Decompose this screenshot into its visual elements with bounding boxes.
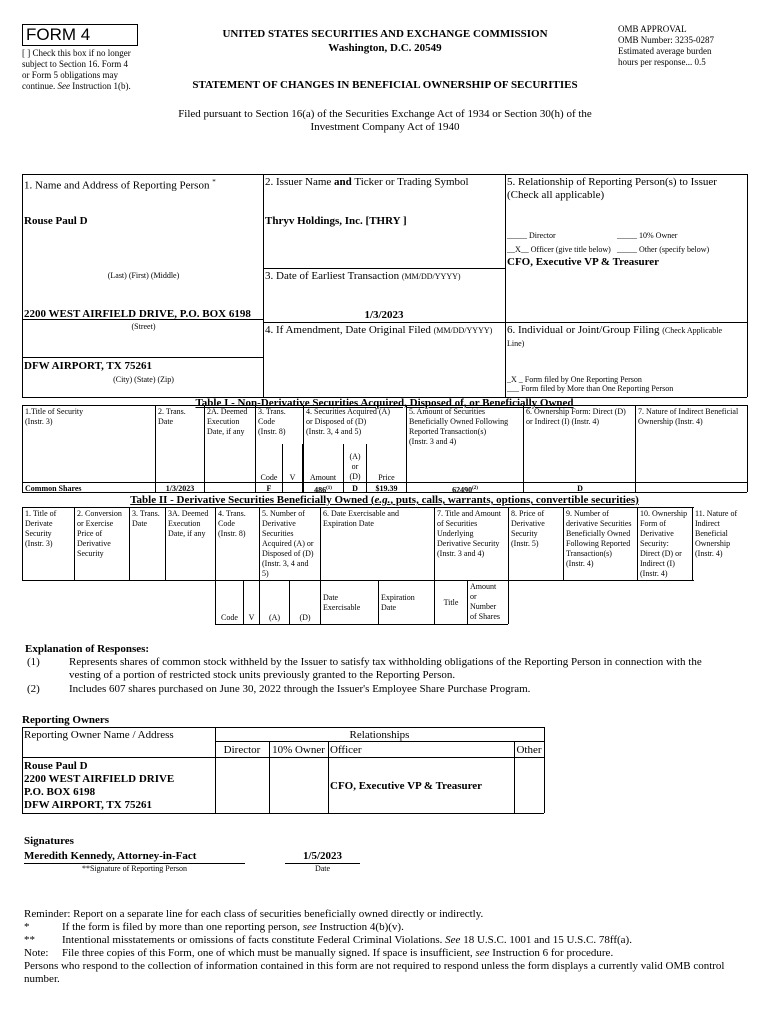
reminder-note-mark: Note: xyxy=(24,947,49,959)
t1-h2a: 2A. Deemed Execution Date, if any xyxy=(207,407,248,436)
t1-row-date: 1/3/2023 xyxy=(165,484,195,493)
t2-h10: 10. Ownership Form of Derivative Security: Direct (D) or Indirect (I) (Instr. 4) xyxy=(640,509,688,578)
signature-name: Meredith Kennedy, Attorney-in-Fact xyxy=(24,850,197,862)
officer-title: CFO, Executive VP & Treasurer xyxy=(507,256,660,268)
owners-col-name: Reporting Owner Name / Address xyxy=(24,729,174,741)
t2-h1: 1. Title of Derivate Security (Instr. 3) xyxy=(25,509,57,548)
statement-title: STATEMENT OF CHANGES IN BENEFICIAL OWNERSHIP OF SECURITIES xyxy=(192,79,578,91)
owners-col-relationships: Relationships xyxy=(349,729,410,741)
t2-sub-v: V xyxy=(248,613,255,622)
t1-sub-ad: (A) or (D) xyxy=(349,452,361,481)
t1-h3: 3. Trans. Code (Instr. 8) xyxy=(258,407,286,436)
owners-col-director: Director xyxy=(223,744,261,756)
owners-col-officer: Officer xyxy=(330,744,362,756)
t1-h5: 5. Amount of Securities Beneficially Owned Following Reported Transaction(s) (Instr. 3 and 4) xyxy=(409,407,509,446)
owners-title: Reporting Owners xyxy=(22,714,110,726)
issuer-name: Thryv Holdings, Inc. [THRY ] xyxy=(265,215,407,227)
t2-sub-date-ex: Date Exercisable xyxy=(323,593,361,612)
t1-row-owned: 62490$^{(2)}$ xyxy=(452,485,478,495)
t2-h3: 3. Trans. Date xyxy=(132,509,160,528)
reminder-persons: Persons who respond to the collection of information contained in this form are not required to respond unless the form displays a currently valid OMB control number. xyxy=(24,960,725,985)
box2-label: 2. Issuer Name and Ticker or Trading Symbol xyxy=(265,176,469,188)
reporting-person-name: Rouse Paul D xyxy=(24,215,88,227)
table1-title: Table I - Non-Derivative Securities Acquired, Disposed of, or Beneficially Owned xyxy=(195,397,574,409)
city-caption: (City) (State) (Zip) xyxy=(113,375,174,384)
form-title: FORM 4 xyxy=(26,25,91,44)
reminder-star2-text: Intentional misstatements or omissions of facts constitute Federal Criminal Violations. See 18 U.S.C. 1001 and 15 U.S.C. 78ff(a). xyxy=(62,934,632,946)
ten-pct-owner-checkbox[interactable]: _____ 10% Owner xyxy=(617,231,678,240)
date-caption: Date xyxy=(314,864,331,873)
t1-row-ad: D xyxy=(352,484,358,493)
t2-h8: 8. Price of Derivative Security (Instr. 5) xyxy=(511,509,545,548)
reminder-star2-mark: ** xyxy=(24,934,35,946)
agency-location: Washington, D.C. 20549 xyxy=(328,42,442,54)
t2-h7: 7. Title and Amount of Securities Underlying Derivative Security (Instr. 3 and 4) xyxy=(437,509,502,558)
owner-officer-title: CFO, Executive VP & Treasurer xyxy=(330,780,483,792)
t1-h7: 7. Nature of Indirect Beneficial Ownership (Instr. 4) xyxy=(638,407,739,426)
signature-date: 1/5/2023 xyxy=(302,850,343,862)
t2-sub-amount: Amount or Number of Shares xyxy=(470,582,500,621)
explanation-1-text: Represents shares of common stock withheld by the Issuer to satisfy tax withholding obligations of the Reporting Person in connection with the vesting of a portion of restricted stock units previously granted to the Reporting Person. xyxy=(69,656,702,681)
t2-h4: 4. Trans. Code (Instr. 8) xyxy=(218,509,246,538)
explanation-title: Explanation of Responses: xyxy=(25,643,150,655)
owners-col-other: Other xyxy=(516,744,542,756)
t2-sub-exp: Expiration Date xyxy=(381,593,415,612)
t1-sub-code: Code xyxy=(260,473,278,482)
explanation-2-text: Includes 607 shares purchased on June 30, 2022 through the Issuer's Employee Share Purchase Program. xyxy=(69,683,531,695)
t2-sub-code: Code xyxy=(221,613,238,622)
t1-sub-price: Price xyxy=(378,473,395,482)
box4-label: 4. If Amendment, Date Original Filed (MM/DD/YYYY) xyxy=(265,324,493,336)
reminder-line: Reminder: Report on a separate line for each class of securities beneficially owned directly or indirectly. xyxy=(24,908,484,920)
t1-row-price: $19.39 xyxy=(375,484,398,493)
explanation-2-num: (2) xyxy=(27,683,40,695)
t1-h2: 2. Trans. Date xyxy=(158,407,186,426)
t2-sub-a: (A) xyxy=(268,613,281,622)
box6-label: 6. Individual or Joint/Group Filing (Check Applicable Line) xyxy=(507,324,722,348)
signatures-title: Signatures xyxy=(24,835,74,847)
other-checkbox[interactable]: _____ Other (specify below) xyxy=(617,245,710,254)
t2-sub-d: (D) xyxy=(299,613,311,622)
t1-sub-v: V xyxy=(289,473,296,482)
director-checkbox[interactable]: _____ Director xyxy=(507,231,556,240)
t2-sub-title: Title xyxy=(443,598,459,607)
filing-option-one[interactable]: _X _ Form filed by One Reporting Person xyxy=(507,375,642,384)
t2-h6: 6. Date Exercisable and Expiration Date xyxy=(323,509,399,528)
signature-caption: **Signature of Reporting Person xyxy=(81,864,188,873)
reminder-star1-mark: * xyxy=(24,921,30,933)
box3-label: 3. Date of Earliest Transaction (MM/DD/YYYY) xyxy=(265,270,461,282)
omb-approval: OMB APPROVAL OMB Number: 3235-0287 Estimated average burden hours per response... 0.5 xyxy=(618,24,714,67)
t2-h3a: 3A. Deemed Execution Date, if any xyxy=(168,509,209,538)
owner-address: Rouse Paul D 2200 WEST AIRFIELD DRIVE P.O. BOX 6198 DFW AIRPORT, TX 75261 xyxy=(24,760,175,811)
filed-pursuant: Filed pursuant to Section 16(a) of the Securities Exchange Act of 1934 or Section 30(h) of the Investment Company Act of 1940 xyxy=(178,108,592,133)
table2-title: Table II - Derivative Securities Beneficially Owned (e.g., puts, calls, warrants, options, convertible securities) xyxy=(130,494,639,506)
t2-h2: 2. Conversion or Exercise Price of Derivative Security xyxy=(77,509,122,558)
officer-checkbox[interactable]: __X__ Officer (give title below) xyxy=(507,245,611,254)
t1-h1: 1.Title of Security (Instr. 3) xyxy=(25,407,84,426)
t2-h9: 9. Number of derivative Securities Beneficially Owned Following Reported Transaction(s) (Instr. 4) xyxy=(566,509,632,568)
t1-h4: 4. Securities Acquired (A) or Disposed of (D) (Instr. 3, 4 and 5) xyxy=(306,407,390,436)
t1-sub-amount: Amount xyxy=(309,473,337,482)
name-caption: (Last) (First) (Middle) xyxy=(107,271,180,280)
reporting-person-city: DFW AIRPORT, TX 75261 xyxy=(24,360,152,372)
reporting-person-street: 2200 WEST AIRFIELD DRIVE, P.O. BOX 6198 xyxy=(24,308,251,320)
t1-h6: 6. Ownership Form: Direct (D) or Indirect (I) (Instr. 4) xyxy=(526,407,626,426)
box1-label: 1. Name and Address of Reporting Person * xyxy=(24,178,216,192)
t2-h11: 11. Nature of Indirect Beneficial Ownership (Instr. 4) xyxy=(695,509,738,558)
t1-row-title: Common Shares xyxy=(25,484,82,493)
explanation-1-num: (1) xyxy=(27,656,40,668)
box5-label: 5. Relationship of Reporting Person(s) to Issuer (Check all applicable) xyxy=(507,176,717,201)
form-title-box xyxy=(22,24,138,46)
street-caption: (Street) xyxy=(131,322,156,331)
earliest-transaction-date: 1/3/2023 xyxy=(364,309,404,321)
t1-row-code: F xyxy=(266,484,272,493)
reminder-note-text: File three copies of this Form, one of which must be manually signed. If space is insufficient, see Instruction 6 for procedure. xyxy=(62,947,614,959)
t1-row-amount: 486$^{(1)}$ xyxy=(314,485,332,495)
t2-h5: 5. Number of Derivative Securities Acquired (A) or Disposed of (D) (Instr. 3, 4 and 5) xyxy=(262,509,314,578)
agency-name: UNITED STATES SECURITIES AND EXCHANGE COMMISSION xyxy=(222,28,548,40)
owners-col-ten-pct: 10% Owner xyxy=(272,744,325,756)
t1-row-form: D xyxy=(577,484,583,493)
filing-option-multiple[interactable]: ___ Form filed by More than One Reporting Person xyxy=(507,384,674,393)
checkbox-note: [ ] Check this box if no longer subject to Section 16. Form 4 or Form 5 obligations may continue. See Instruction 1(b). xyxy=(22,48,131,91)
reminder-star1-text: If the form is filed by more than one reporting person, see Instruction 4(b)(v). xyxy=(62,921,404,933)
